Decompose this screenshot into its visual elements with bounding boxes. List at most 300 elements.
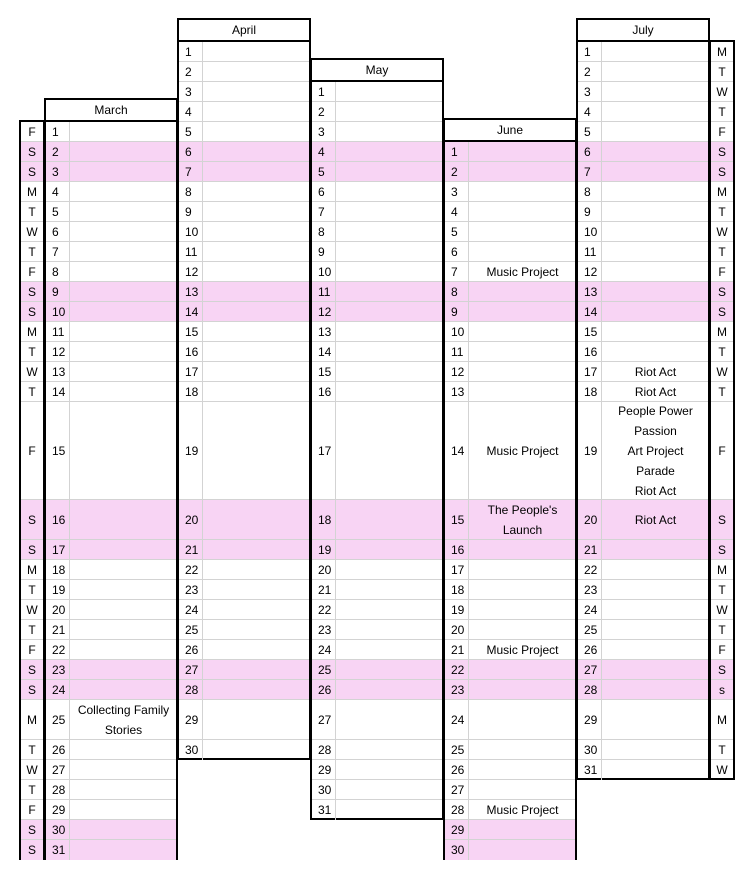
day-row[interactable] xyxy=(445,322,575,342)
day-row[interactable] xyxy=(179,500,309,540)
day-row[interactable] xyxy=(312,760,442,780)
event-label[interactable]: Music Project xyxy=(486,802,559,817)
day-row[interactable] xyxy=(312,262,442,282)
day-row[interactable] xyxy=(179,322,309,342)
day-number: 9 xyxy=(445,302,469,321)
day-row[interactable] xyxy=(179,142,309,162)
day-row[interactable] xyxy=(312,620,442,640)
day-number: 28 xyxy=(445,800,469,819)
day-number: 14 xyxy=(578,302,602,321)
day-row[interactable] xyxy=(578,182,708,202)
day-events xyxy=(470,162,575,181)
day-row[interactable] xyxy=(578,102,708,122)
weekday-column-right xyxy=(709,40,735,780)
day-number: 24 xyxy=(578,600,602,619)
day-row[interactable] xyxy=(578,122,708,142)
day-row[interactable] xyxy=(312,202,442,222)
day-row[interactable] xyxy=(179,302,309,322)
day-row[interactable] xyxy=(179,740,309,760)
weekday-letter: M xyxy=(711,42,733,62)
day-events xyxy=(204,302,309,321)
day-events xyxy=(204,700,309,739)
day-events xyxy=(204,680,309,699)
event-label[interactable]: Riot Act xyxy=(634,384,677,399)
day-number: 2 xyxy=(312,102,336,121)
day-number: 5 xyxy=(445,222,469,241)
day-events xyxy=(337,620,442,639)
day-row[interactable] xyxy=(46,740,176,760)
day-row[interactable] xyxy=(578,82,708,102)
day-row[interactable] xyxy=(578,202,708,222)
day-events xyxy=(71,322,176,341)
day-row[interactable] xyxy=(445,182,575,202)
day-row[interactable] xyxy=(312,382,442,402)
weekday-letter: S xyxy=(21,680,43,700)
event-label[interactable]: Riot Act xyxy=(634,512,677,527)
day-row[interactable] xyxy=(179,42,309,62)
event-label[interactable]: The People's xyxy=(487,502,558,517)
day-events xyxy=(470,500,575,539)
day-row[interactable] xyxy=(312,402,442,500)
day-number: 10 xyxy=(46,302,70,321)
day-number: 22 xyxy=(179,560,203,579)
day-events xyxy=(337,242,442,261)
month-grid-june xyxy=(443,140,577,860)
day-number: 15 xyxy=(46,402,70,499)
day-events xyxy=(337,222,442,241)
day-events xyxy=(71,500,176,539)
day-events xyxy=(470,840,575,860)
day-row[interactable] xyxy=(179,202,309,222)
day-row[interactable] xyxy=(578,362,708,382)
day-row[interactable] xyxy=(445,560,575,580)
day-number: 23 xyxy=(312,620,336,639)
day-number: 20 xyxy=(312,560,336,579)
day-events xyxy=(204,142,309,161)
day-row[interactable] xyxy=(46,500,176,540)
day-number: 12 xyxy=(46,342,70,361)
day-row[interactable] xyxy=(46,262,176,282)
day-row[interactable] xyxy=(578,342,708,362)
day-row[interactable] xyxy=(46,242,176,262)
day-row[interactable] xyxy=(179,362,309,382)
day-row[interactable] xyxy=(179,580,309,600)
day-row[interactable] xyxy=(312,342,442,362)
day-number: 13 xyxy=(179,282,203,301)
month-name: July xyxy=(632,23,654,37)
day-row[interactable] xyxy=(46,362,176,382)
day-number: 9 xyxy=(46,282,70,301)
event-label[interactable]: Music Project xyxy=(486,443,559,458)
day-events xyxy=(71,600,176,619)
day-number: 22 xyxy=(578,560,602,579)
event-label[interactable]: People Power xyxy=(618,403,693,418)
day-row[interactable] xyxy=(46,780,176,800)
day-row[interactable] xyxy=(578,262,708,282)
day-row[interactable] xyxy=(578,740,708,760)
day-events xyxy=(337,202,442,221)
event-label[interactable]: Stories xyxy=(104,722,143,737)
event-label[interactable]: Music Project xyxy=(486,642,559,657)
day-events xyxy=(603,42,708,61)
day-row[interactable] xyxy=(445,740,575,760)
day-row[interactable] xyxy=(312,322,442,342)
day-row[interactable] xyxy=(46,760,176,780)
day-row[interactable] xyxy=(46,840,176,860)
day-row[interactable] xyxy=(46,800,176,820)
event-label[interactable]: Passion xyxy=(634,423,677,438)
day-number: 1 xyxy=(179,42,203,61)
day-row[interactable] xyxy=(578,540,708,560)
day-number: 24 xyxy=(46,680,70,699)
day-row[interactable] xyxy=(46,402,176,500)
day-row[interactable] xyxy=(46,382,176,402)
event-label[interactable]: Music Project xyxy=(486,264,559,279)
day-row[interactable] xyxy=(312,780,442,800)
day-row[interactable] xyxy=(578,142,708,162)
day-events xyxy=(337,122,442,141)
day-row[interactable] xyxy=(578,760,708,780)
day-number: 24 xyxy=(179,600,203,619)
day-row[interactable] xyxy=(179,62,309,82)
day-number: 19 xyxy=(445,600,469,619)
day-row[interactable] xyxy=(46,302,176,322)
weekday-letter: T xyxy=(21,780,43,800)
day-row[interactable] xyxy=(312,362,442,382)
day-row[interactable] xyxy=(312,680,442,700)
event-label[interactable]: Parade xyxy=(636,463,675,478)
day-row[interactable] xyxy=(179,620,309,640)
day-events xyxy=(470,620,575,639)
day-row[interactable] xyxy=(46,322,176,342)
day-row[interactable] xyxy=(46,640,176,660)
day-row[interactable] xyxy=(445,680,575,700)
day-row[interactable] xyxy=(445,640,575,660)
day-row[interactable] xyxy=(179,402,309,500)
day-number: 9 xyxy=(179,202,203,221)
day-row[interactable] xyxy=(179,262,309,282)
day-row[interactable] xyxy=(578,402,708,500)
day-number: 26 xyxy=(578,640,602,659)
day-row[interactable] xyxy=(312,800,442,820)
day-events xyxy=(337,162,442,181)
day-events xyxy=(204,620,309,639)
day-row[interactable] xyxy=(578,500,708,540)
day-events xyxy=(71,540,176,559)
day-events xyxy=(204,322,309,341)
day-row[interactable] xyxy=(179,242,309,262)
day-row[interactable] xyxy=(578,242,708,262)
day-number: 8 xyxy=(578,182,602,201)
day-row[interactable] xyxy=(46,620,176,640)
day-events xyxy=(603,242,708,261)
day-row[interactable] xyxy=(445,500,575,540)
day-row[interactable] xyxy=(312,600,442,620)
day-row[interactable] xyxy=(445,600,575,620)
day-events xyxy=(204,42,309,61)
day-row[interactable] xyxy=(578,322,708,342)
day-row[interactable] xyxy=(46,580,176,600)
day-row[interactable] xyxy=(179,382,309,402)
day-row[interactable] xyxy=(312,82,442,102)
event-label[interactable]: Art Project xyxy=(627,443,684,458)
day-row[interactable] xyxy=(312,102,442,122)
day-row[interactable] xyxy=(445,222,575,242)
day-row[interactable] xyxy=(46,700,176,740)
day-number: 7 xyxy=(445,262,469,281)
month-header-may xyxy=(310,58,444,82)
day-number: 4 xyxy=(46,182,70,201)
day-number: 30 xyxy=(578,740,602,759)
day-events xyxy=(204,600,309,619)
day-row[interactable] xyxy=(179,600,309,620)
day-events xyxy=(337,282,442,301)
day-number: 24 xyxy=(445,700,469,739)
day-row[interactable] xyxy=(179,342,309,362)
day-row[interactable] xyxy=(578,580,708,600)
day-row[interactable] xyxy=(578,42,708,62)
day-row[interactable] xyxy=(445,142,575,162)
weekday-letter: W xyxy=(716,763,728,777)
day-events xyxy=(337,540,442,559)
weekday-letter: M xyxy=(21,182,43,202)
day-events xyxy=(470,142,575,161)
day-row[interactable] xyxy=(312,580,442,600)
weekday-letter: S xyxy=(21,840,43,860)
day-events xyxy=(603,322,708,341)
day-row[interactable] xyxy=(312,162,442,182)
day-row[interactable] xyxy=(312,302,442,322)
day-row[interactable] xyxy=(578,62,708,82)
day-row[interactable] xyxy=(46,222,176,242)
day-row[interactable] xyxy=(179,182,309,202)
weekday-letter: T xyxy=(711,102,733,122)
day-row[interactable] xyxy=(312,282,442,302)
day-row[interactable] xyxy=(312,500,442,540)
day-events xyxy=(603,760,708,780)
day-events xyxy=(337,760,442,779)
day-row[interactable] xyxy=(445,262,575,282)
day-events xyxy=(470,640,575,659)
day-events xyxy=(204,122,309,141)
day-row[interactable] xyxy=(312,640,442,660)
day-row[interactable] xyxy=(179,282,309,302)
day-number: 26 xyxy=(445,760,469,779)
day-row[interactable] xyxy=(179,82,309,102)
day-row[interactable] xyxy=(578,560,708,580)
day-row[interactable] xyxy=(179,640,309,660)
day-number: 21 xyxy=(46,620,70,639)
day-events xyxy=(71,680,176,699)
weekday-letter: F xyxy=(711,402,733,500)
day-events xyxy=(603,660,708,679)
day-row[interactable] xyxy=(46,820,176,840)
day-row[interactable] xyxy=(179,540,309,560)
day-row[interactable] xyxy=(179,560,309,580)
day-row[interactable] xyxy=(578,162,708,182)
day-row[interactable] xyxy=(312,182,442,202)
day-events xyxy=(337,740,442,759)
day-row[interactable] xyxy=(445,202,575,222)
day-events xyxy=(603,500,708,539)
event-label[interactable]: Riot Act xyxy=(634,483,677,498)
day-row[interactable] xyxy=(445,382,575,402)
day-row[interactable] xyxy=(46,660,176,680)
day-row[interactable] xyxy=(46,560,176,580)
day-row[interactable] xyxy=(46,342,176,362)
event-label[interactable]: Collecting Family xyxy=(77,702,170,717)
day-row[interactable] xyxy=(312,540,442,560)
day-number: 17 xyxy=(179,362,203,381)
day-events xyxy=(71,382,176,401)
day-row[interactable] xyxy=(46,182,176,202)
day-row[interactable] xyxy=(445,580,575,600)
weekday-letter: M xyxy=(711,182,733,202)
day-events xyxy=(337,102,442,121)
day-events xyxy=(204,382,309,401)
day-row[interactable] xyxy=(445,780,575,800)
weekday-letter: T xyxy=(21,342,43,362)
day-row[interactable] xyxy=(578,620,708,640)
day-number: 28 xyxy=(578,680,602,699)
day-number: 14 xyxy=(312,342,336,361)
day-events xyxy=(204,162,309,181)
day-row[interactable] xyxy=(46,282,176,302)
day-row[interactable] xyxy=(445,362,575,382)
day-row[interactable] xyxy=(179,680,309,700)
weekday-letter: F xyxy=(711,122,733,142)
day-events xyxy=(470,780,575,799)
day-row[interactable] xyxy=(46,122,176,142)
day-row[interactable] xyxy=(179,660,309,680)
day-number: 17 xyxy=(578,362,602,381)
day-row[interactable] xyxy=(445,342,575,362)
day-row[interactable] xyxy=(312,700,442,740)
day-number: 12 xyxy=(578,262,602,281)
day-events xyxy=(603,182,708,201)
day-row[interactable] xyxy=(312,122,442,142)
day-row[interactable] xyxy=(445,820,575,840)
event-label[interactable]: Launch xyxy=(502,522,543,537)
day-number: 5 xyxy=(46,202,70,221)
day-row[interactable] xyxy=(445,540,575,560)
day-number: 16 xyxy=(46,500,70,539)
day-number: 28 xyxy=(312,740,336,759)
day-number: 1 xyxy=(312,82,336,101)
day-row[interactable] xyxy=(445,620,575,640)
day-number: 28 xyxy=(46,780,70,799)
day-row[interactable] xyxy=(578,680,708,700)
weekday-letter: S xyxy=(21,162,43,182)
event-label[interactable]: Riot Act xyxy=(634,364,677,379)
day-number: 30 xyxy=(179,740,203,760)
weekday-letter: F xyxy=(21,262,43,282)
day-row[interactable] xyxy=(578,660,708,680)
weekday-letter: S xyxy=(711,142,733,162)
day-events xyxy=(337,402,442,499)
day-row[interactable] xyxy=(312,560,442,580)
day-number: 24 xyxy=(312,640,336,659)
day-row[interactable] xyxy=(179,700,309,740)
weekday-letter: F xyxy=(21,122,43,142)
day-row[interactable] xyxy=(46,142,176,162)
day-row[interactable] xyxy=(445,402,575,500)
day-row[interactable] xyxy=(179,162,309,182)
day-events xyxy=(204,740,309,760)
day-row[interactable] xyxy=(445,660,575,680)
day-row[interactable] xyxy=(312,660,442,680)
weekday-letter: W xyxy=(21,600,43,620)
day-row[interactable] xyxy=(578,222,708,242)
day-row[interactable] xyxy=(445,800,575,820)
day-row[interactable] xyxy=(46,202,176,222)
day-events xyxy=(470,282,575,301)
day-row[interactable] xyxy=(312,740,442,760)
day-number: 29 xyxy=(179,700,203,739)
day-row[interactable] xyxy=(312,242,442,262)
day-events xyxy=(470,700,575,739)
day-number: 5 xyxy=(578,122,602,141)
day-row[interactable] xyxy=(578,600,708,620)
day-row[interactable] xyxy=(445,840,575,860)
day-number: 18 xyxy=(312,500,336,539)
weekday-letter: T xyxy=(711,62,733,82)
day-events xyxy=(71,580,176,599)
day-events xyxy=(337,580,442,599)
day-row[interactable] xyxy=(445,282,575,302)
day-row[interactable] xyxy=(578,282,708,302)
day-row[interactable] xyxy=(445,162,575,182)
day-number: 26 xyxy=(312,680,336,699)
day-events xyxy=(337,382,442,401)
day-row[interactable] xyxy=(445,760,575,780)
day-row[interactable] xyxy=(179,222,309,242)
day-row[interactable] xyxy=(179,102,309,122)
day-row[interactable] xyxy=(445,700,575,740)
day-events xyxy=(337,680,442,699)
day-events xyxy=(71,262,176,281)
day-events xyxy=(71,560,176,579)
day-row[interactable] xyxy=(46,540,176,560)
day-number: 23 xyxy=(179,580,203,599)
day-row[interactable] xyxy=(179,122,309,142)
day-events xyxy=(204,402,309,499)
day-row[interactable] xyxy=(445,242,575,262)
day-row[interactable] xyxy=(445,302,575,322)
day-events xyxy=(337,302,442,321)
day-row[interactable] xyxy=(578,640,708,660)
day-row[interactable] xyxy=(312,142,442,162)
day-events xyxy=(603,680,708,699)
day-number: 21 xyxy=(445,640,469,659)
day-row[interactable] xyxy=(46,680,176,700)
day-row[interactable] xyxy=(46,600,176,620)
weekday-letter: S xyxy=(21,282,43,302)
day-row[interactable] xyxy=(46,162,176,182)
day-events xyxy=(470,580,575,599)
day-number: 2 xyxy=(445,162,469,181)
day-number: 18 xyxy=(445,580,469,599)
day-number: 19 xyxy=(179,402,203,499)
day-number: 14 xyxy=(46,382,70,401)
day-row[interactable] xyxy=(578,700,708,740)
day-row[interactable] xyxy=(578,302,708,322)
day-row[interactable] xyxy=(312,222,442,242)
weekday-letter: T xyxy=(711,242,733,262)
day-events xyxy=(71,820,176,839)
day-row[interactable] xyxy=(578,382,708,402)
day-events xyxy=(71,202,176,221)
